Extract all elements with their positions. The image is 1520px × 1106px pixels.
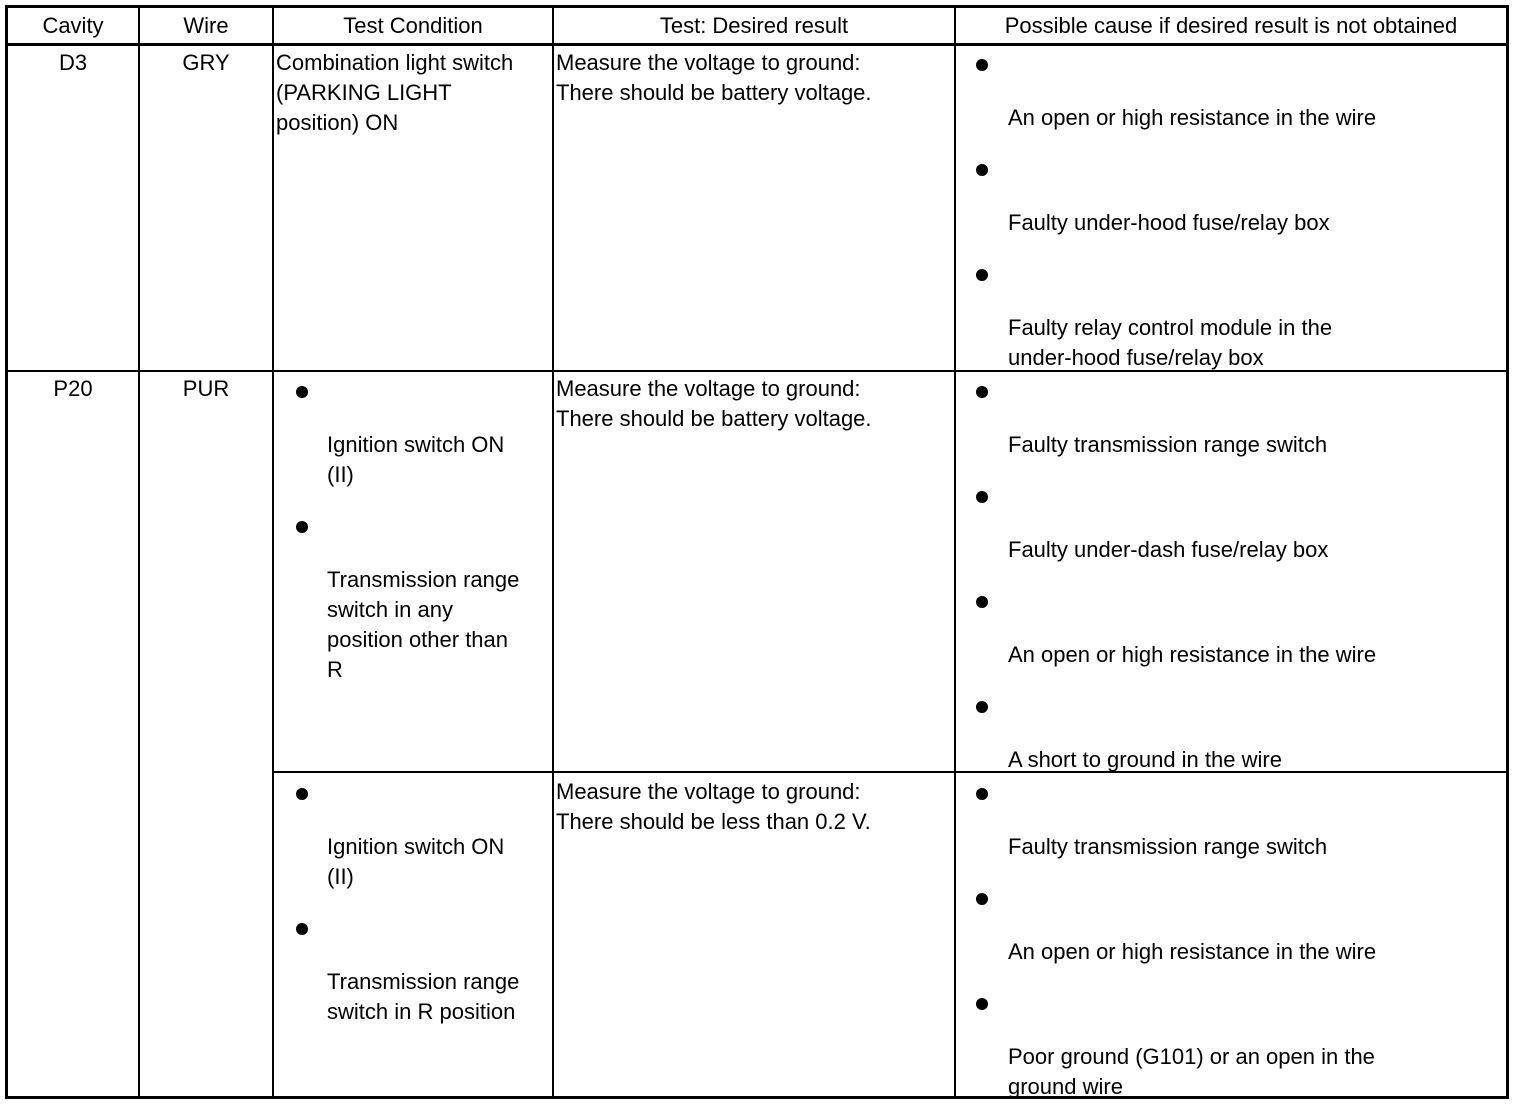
test-condition-item-continued: switch in any <box>327 597 453 622</box>
wire-cell: GRY <box>182 50 230 75</box>
header-cavity: Cavity <box>42 13 104 38</box>
cause-item: Faulty under-hood fuse/relay box <box>1008 210 1330 235</box>
cause-item: Poor ground (G101) or an open in the <box>1008 1044 1375 1069</box>
row-divider <box>8 370 1506 372</box>
bullet-icon <box>976 164 988 176</box>
bullet-icon <box>296 386 308 398</box>
test-condition-line: Combination light switch <box>276 50 514 75</box>
desired-result-line: There should be battery voltage. <box>556 406 872 431</box>
test-condition-line: (PARKING LIGHT <box>276 80 452 105</box>
test-condition-line: position) ON <box>276 110 399 135</box>
cause-item-continued: ground wire <box>1008 1074 1123 1099</box>
test-condition-item-continued: (II) <box>327 462 354 487</box>
header-possible-cause: Possible cause if desired result is not obtained <box>1004 13 1458 38</box>
cavity-cell: D3 <box>58 50 88 75</box>
bullet-icon <box>296 923 308 935</box>
cause-item: Faulty transmission range switch <box>1008 432 1328 457</box>
bullet-icon <box>976 59 988 71</box>
column-divider <box>272 8 274 1096</box>
desired-result-line: Measure the voltage to ground: <box>556 779 861 804</box>
desired-result-line: There should be battery voltage. <box>556 80 872 105</box>
test-condition-item-continued: switch in R position <box>327 999 516 1024</box>
test-condition-item: Ignition switch ON <box>327 834 505 859</box>
cause-item: Faulty transmission range switch <box>1008 834 1328 859</box>
cause-item: An open or high resistance in the wire <box>1008 642 1377 667</box>
test-condition-item-continued: position other than <box>327 627 509 652</box>
bullet-icon <box>296 521 308 533</box>
header-test-condition: Test Condition <box>343 13 483 38</box>
wire-cell: PUR <box>182 376 230 401</box>
test-condition-item: Transmission range <box>327 969 520 994</box>
column-divider <box>954 8 956 1096</box>
test-condition-item-continued: (II) <box>327 864 354 889</box>
bullet-icon <box>976 701 988 713</box>
bullet-icon <box>976 491 988 503</box>
bullet-icon <box>976 893 988 905</box>
cavity-cell: P20 <box>53 376 93 401</box>
bullet-icon <box>976 998 988 1010</box>
bullet-icon <box>976 788 988 800</box>
cause-item: Faulty under-dash fuse/relay box <box>1008 537 1329 562</box>
desired-result-line: Measure the voltage to ground: <box>556 50 861 75</box>
cause-item: Faulty relay control module in the <box>1008 315 1333 340</box>
test-condition-item: Transmission range <box>327 567 520 592</box>
row-divider <box>272 771 1506 773</box>
bullet-icon <box>296 788 308 800</box>
bullet-icon <box>976 386 988 398</box>
test-condition-item-continued: R <box>327 657 343 682</box>
diagnostic-table <box>5 5 1509 1099</box>
bullet-icon <box>976 269 988 281</box>
column-divider <box>138 8 140 1096</box>
desired-result-line: There should be less than 0.2 V. <box>556 809 871 834</box>
column-divider <box>552 8 554 1096</box>
cause-item: An open or high resistance in the wire <box>1008 939 1377 964</box>
cause-item-continued: under-hood fuse/relay box <box>1008 345 1264 370</box>
header-wire: Wire <box>183 13 229 38</box>
test-condition-item: Ignition switch ON <box>327 432 505 457</box>
cause-item: An open or high resistance in the wire <box>1008 105 1377 130</box>
header-desired-result: Test: Desired result <box>659 13 849 38</box>
desired-result-line: Measure the voltage to ground: <box>556 376 861 401</box>
bullet-icon <box>976 596 988 608</box>
cause-item: A short to ground in the wire <box>1008 747 1282 772</box>
